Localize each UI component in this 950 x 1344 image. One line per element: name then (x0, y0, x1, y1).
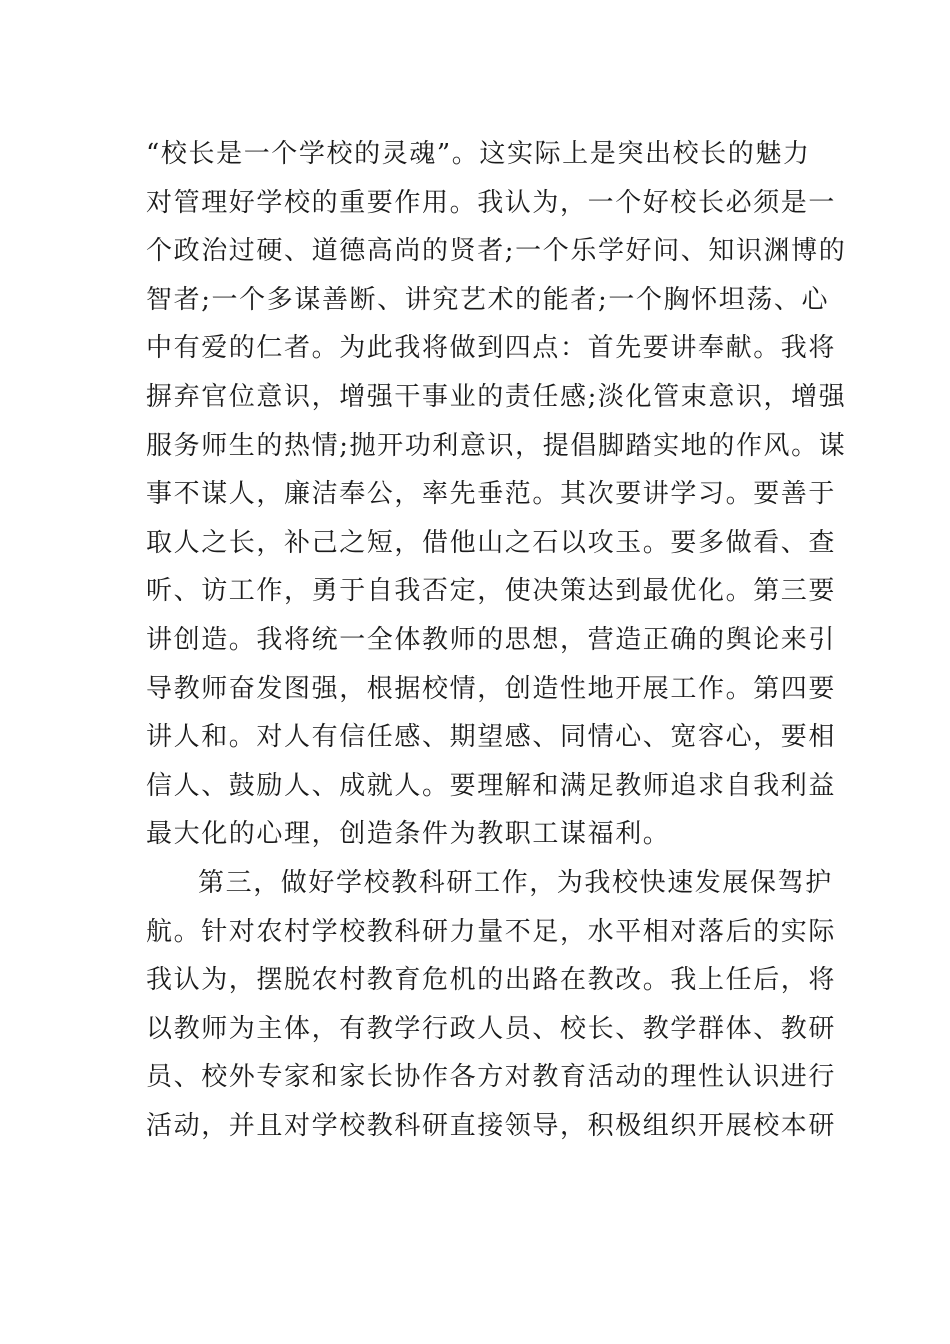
text-line: 听、访工作，勇于自我否定，使决策达到最优化。第三要 (146, 576, 837, 607)
text-line: 服务师生的热情;抛开功利意识，提倡脚踏实地的作风。谋 (146, 430, 847, 461)
text-line: 信人、鼓励人、成就人。要理解和满足教师追求自我利益 (146, 770, 837, 801)
text-line: 取人之长，补己之短，借他山之石以攻玉。要多做看、查 (146, 527, 837, 558)
text-line: 智者;一个多谋善断、讲究艺术的能者;一个胸怀坦荡、心 (146, 284, 830, 315)
text-line: 活动，并且对学校教科研直接领导，积极组织开展校本研 (146, 1110, 837, 1141)
text-line: 摒弃官位意识，增强干事业的责任感;淡化管束意识，增强 (146, 381, 847, 412)
text-line: 航。针对农村学校教科研力量不足，水平相对落后的实际 (146, 916, 837, 947)
body-text (146, 130, 847, 1150)
text-line: 最大化的心理，创造条件为教职工谋福利。 (146, 819, 671, 850)
text-line: 我认为，摆脱农村教育危机的出路在教改。我上任后，将 (146, 965, 837, 996)
text-line: 个政治过硬、道德高尚的贤者;一个乐学好问、知识渊博的 (146, 236, 847, 267)
text-line: 员、校外专家和家长协作各方对教育活动的理性认识进行 (146, 1062, 837, 1093)
text-line: “校长是一个学校的灵魂”。这实际上是突出校长的魅力 (146, 139, 811, 169)
text-line: 事不谋人，廉洁奉公，率先垂范。其次要讲学习。要善于 (146, 479, 837, 510)
text-line: 导教师奋发图强，根据校情，创造性地开展工作。第四要 (146, 673, 837, 704)
text-line: 对管理好学校的重要作用。我认为，一个好校长必须是一 (146, 187, 837, 218)
text-line: 讲人和。对人有信任感、期望感、同情心、宽容心，要相 (146, 722, 837, 753)
paragraph-first-line: 第三，做好学校教科研工作，为我校快速发展保驾护 (198, 867, 833, 898)
text-line: 中有爱的仁者。为此我将做到四点：首先要讲奉献。我将 (146, 333, 837, 364)
text-line: 以教师为主体，有教学行政人员、校长、教学群体、教研 (146, 1013, 837, 1044)
text-line: 讲创造。我将统一全体教师的思想，营造正确的舆论来引 (146, 624, 837, 655)
